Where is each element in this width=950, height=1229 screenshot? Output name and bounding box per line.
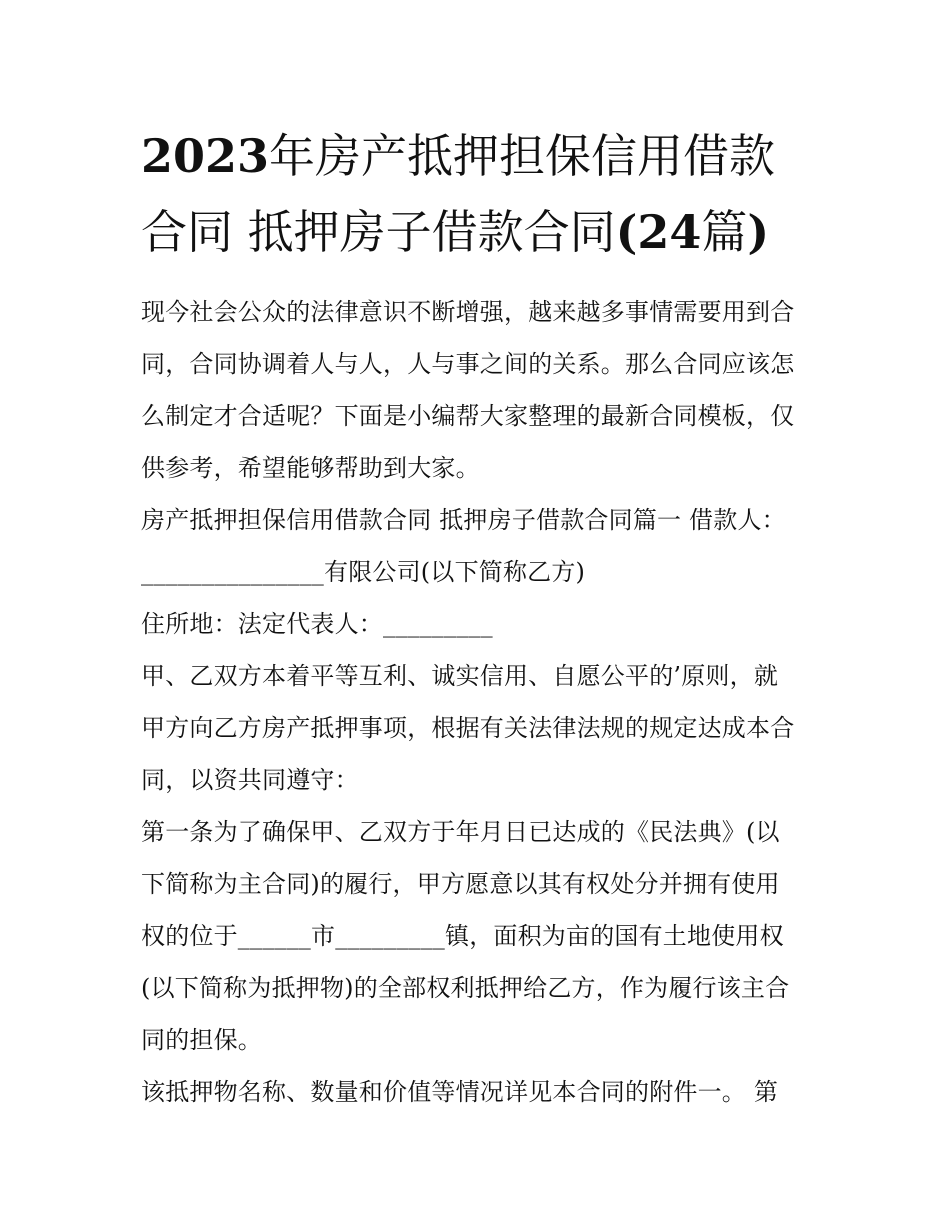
- body-line: 同，合同协调着人与人，人与事之间的关系。那么合同应该怎: [141, 350, 795, 378]
- body-line: _______________有限公司(以下简称乙方): [141, 558, 586, 586]
- document-title: [141, 118, 813, 270]
- body-line: 供参考，希望能够帮助到大家。: [141, 454, 480, 482]
- document-page: [141, 118, 813, 1118]
- body-line: 权的位于______市_________镇，面积为亩的国有土地使用权: [141, 922, 784, 950]
- body-line: 该抵押物名称、数量和价值等情况详见本合同的附件一。 第: [141, 1078, 779, 1106]
- body-line: 么制定才合适呢？下面是小编帮大家整理的最新合同模板，仅: [141, 402, 795, 430]
- body-line: (以下简称为抵押物)的全部权利抵押给乙方，作为履行该主合: [141, 974, 790, 1002]
- body-line: 现今社会公众的法律意识不断增强，越来越多事情需要用到合: [141, 298, 795, 326]
- title-line-2: [141, 194, 813, 270]
- body-line: 同的担保。: [141, 1026, 262, 1054]
- title-year: 2023: [141, 129, 270, 183]
- document-body: [141, 286, 813, 1118]
- body-line: 第一条为了确保甲、乙双方于年月日已达成的《民法典》(以: [141, 818, 780, 846]
- body-line: 房产抵押担保信用借款合同 抵押房子借款合同篇一 借款人：: [141, 506, 786, 534]
- title-count: (24: [615, 205, 702, 259]
- body-line: 甲、乙双方本着平等互利、诚实信用、自愿公平的’原则，就: [141, 662, 779, 690]
- title-line-1: [141, 118, 813, 194]
- title-count-unit: 篇: [701, 205, 748, 259]
- title-close-paren: ): [747, 205, 770, 259]
- body-line: 同，以资共同遵守：: [141, 766, 359, 794]
- body-line: 下简称为主合同)的履行，甲方愿意以其有权处分并拥有使用: [141, 870, 780, 898]
- title-line-1-text: 年房产抵押担保信用借款: [269, 129, 776, 183]
- body-line: 甲方向乙方房产抵押事项，根据有关法律法规的规定达成本合: [141, 714, 795, 742]
- title-line-2-text: 合同 抵押房子借款合同: [141, 205, 616, 259]
- body-line: 住所地：法定代表人：_________: [141, 610, 493, 638]
